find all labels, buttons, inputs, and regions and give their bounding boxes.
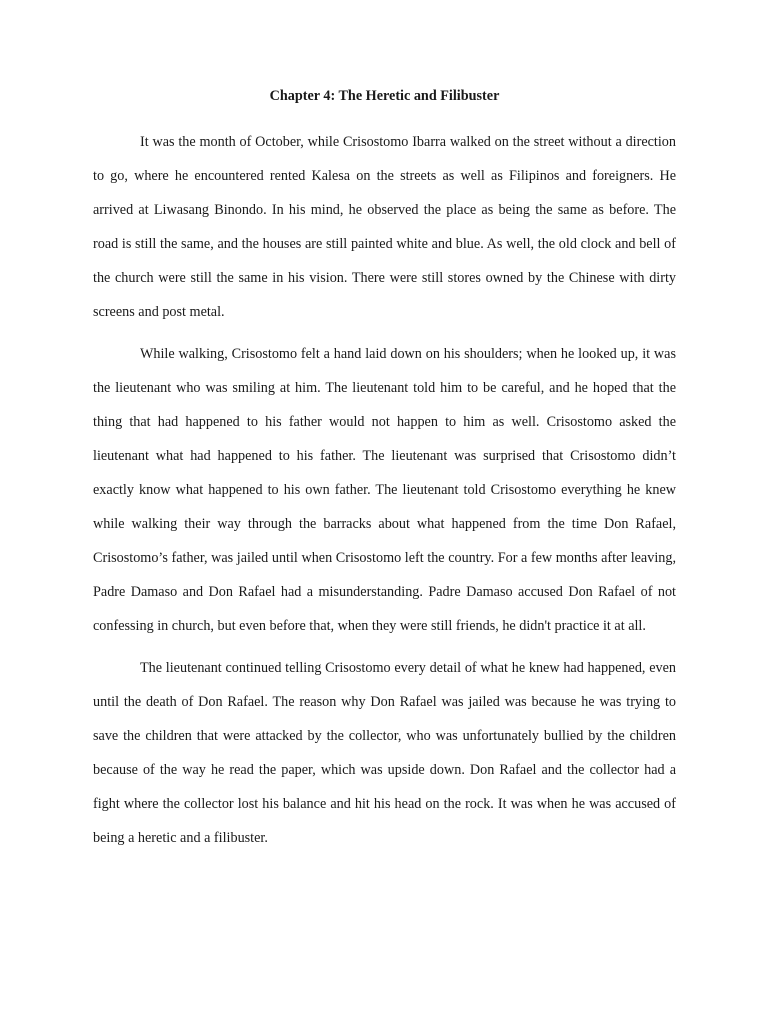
paragraph-1: It was the month of October, while Crisostomo Ibarra walked on the street without a direction to go, where he encountered rented Kalesa on the streets as well as Filipinos and foreigners. He arrived at Liwasang Binondo. In his mind, he observed the place as being the same as before. The road is still the same, and the houses are still painted white and blue. As well, the old clock and bell of the church were still the same in his vision. There were still stores owned by the Chinese with dirty screens and post metal. (93, 134, 676, 320)
paragraph-3: The lieutenant continued telling Crisostomo every detail of what he knew had happened, even until the death of Don Rafael. The reason why Don Rafael was jailed was because he was trying to save the children that were attacked by the collector, who was unfortunately bullied by the children because of the way he read the paper, which was upside down. Don Rafael and the collector had a fight where the collector lost his balance and hit his head on the rock. It was when he was accused of being a heretic and a filibuster. (93, 660, 676, 846)
paragraph-2: While walking, Crisostomo felt a hand laid down on his shoulders; when he looked up, it was the lieutenant who was smiling at him. The lieutenant told him to be careful, and he hoped that the thing that had happened to his father would not happen to him as well. Crisostomo asked the lieutenant what had happened to his father. The lieutenant was surprised that Crisostomo didn’t exactly know what happened to his own father. The lieutenant told Crisostomo everything he knew while walking their way through the barracks about what happened from the time Don Rafael, Crisostomo’s father, was jailed until when Crisostomo left the country. For a few months after leaving, Padre Damaso and Don Rafael had a misunderstanding. Padre Damaso accused Don Rafael of not confessing in church, but even before that, when they were still friends, he didn't practice it at all. (93, 346, 676, 634)
chapter-title: Chapter 4: The Heretic and Filibuster (269, 88, 500, 104)
